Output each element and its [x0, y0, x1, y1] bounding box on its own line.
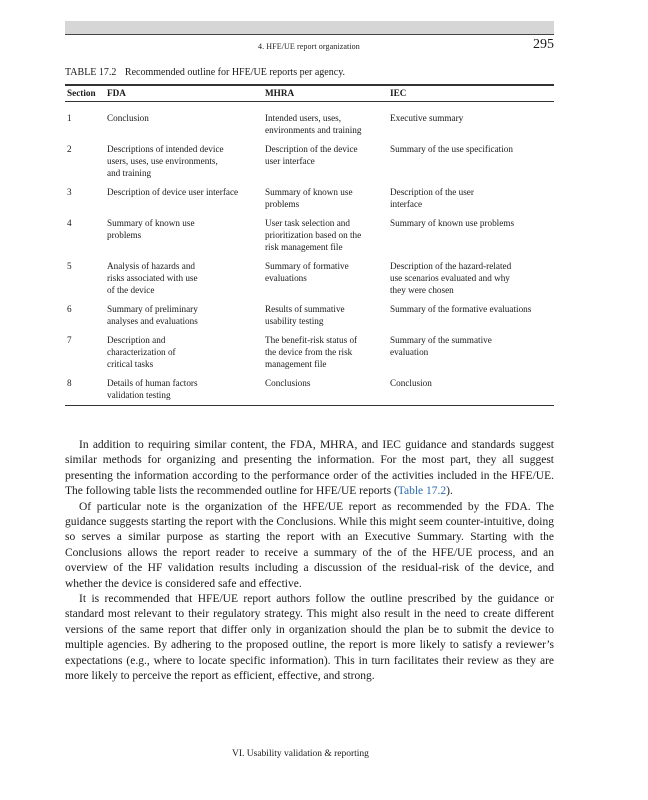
cell-fda: Analysis of hazards and risks associated with use of the device	[107, 260, 198, 295]
running-head: 4. HFE/UE report organization	[258, 42, 360, 51]
cell-iec: Summary of the use specification	[390, 143, 513, 154]
cell-fda: Conclusion	[107, 112, 149, 123]
cell-iec: Executive summary	[390, 112, 464, 123]
footer: VI. Usability validation & reporting	[232, 749, 369, 759]
column-header-mhra: MHRA	[265, 88, 295, 98]
table-caption-text: Recommended outline for HFE/UE reports per agency.	[124, 67, 346, 78]
table-header-row	[65, 86, 554, 101]
paragraph: Of particular note is the organization of the HFE/UE report as recommended by the FDA. The guidance suggests starting the report with the Conclusions. While this might seem counter-intuitive, doing so serves a similar purpose as starting the report with an Executive Summary. Starting with the Conclusions allows the report reader to receive a summary of the of the HFE/UE process, and an overview of the HF validation results including a discussion of the residual-risk of the device, and whether the device is considered safe and effective.	[65, 500, 554, 590]
table-row	[65, 334, 554, 370]
cell-iec: Conclusion	[390, 377, 432, 388]
table-row	[65, 143, 554, 179]
header-band	[65, 21, 554, 34]
outline-table	[65, 84, 554, 406]
cell-section: 4	[67, 217, 72, 228]
paragraph: It is recommended that HFE/UE report authors follow the outline prescribed by the guidance or standard most relevant to their regulatory strategy. This might also result in the need to create different versions of the same report that differ only in organization should the plan be to submit the device to multiple agencies. By adhering to the proposed outline, the report is more likely to satisfy a reviewer’s expectations (e.g., where to locate specific information). This in turn facilitates their review as they are more likely to perceive the report as efficient, effective, and strong.	[65, 593, 554, 683]
cell-section: 1	[67, 112, 72, 123]
cell-fda: Summary of known use problems	[107, 217, 195, 240]
table-row	[65, 303, 554, 327]
cell-fda: Details of human factors validation testing	[107, 377, 198, 400]
cell-iec: Summary of the summative evaluation	[390, 334, 492, 357]
cell-mhra: The benefit-risk status of the device from the risk management file	[265, 334, 358, 369]
table-reference-link[interactable]: Table 17.2	[397, 485, 447, 498]
cell-fda: Descriptions of intended device users, uses, use environments, and training	[107, 143, 224, 178]
cell-mhra: Description of the device user interface	[265, 143, 358, 166]
table-row	[65, 186, 554, 210]
column-header-fda: FDA	[107, 88, 126, 98]
cell-section: 5	[67, 260, 72, 271]
table-caption	[65, 67, 345, 78]
cell-section: 3	[67, 186, 72, 197]
header-rule	[65, 34, 554, 35]
body-text	[65, 438, 554, 685]
cell-iec: Summary of known use problems	[390, 217, 515, 228]
table-row	[65, 112, 554, 136]
cell-fda: Description of device user interface	[107, 186, 239, 197]
cell-mhra: Summary of known use problems	[265, 186, 353, 209]
paragraph: In addition to requiring similar content, the FDA, MHRA, and IEC guidance and standards suggest similar methods for organizing and presenting the information. For the most part, they all suggest presenting the information according to the performance order of the activities included in the HFE/UE. The following table lists the recommended outline for HFE/UE reports (Table 17.2).	[65, 439, 554, 498]
cell-mhra: Conclusions	[265, 377, 311, 388]
table-row	[65, 260, 554, 296]
table-header-rule	[65, 101, 554, 102]
cell-iec: Description of the hazard-related use scenarios evaluated and why they were chosen	[390, 260, 512, 295]
table-bottom-rule	[65, 405, 554, 407]
page-number: 295	[533, 37, 554, 52]
cell-section: 8	[67, 377, 72, 388]
cell-iec: Description of the user interface	[390, 186, 474, 209]
cell-mhra: Summary of formative evaluations	[265, 260, 349, 283]
table-caption-label: TABLE 17.2	[65, 67, 117, 78]
table-row	[65, 377, 554, 401]
column-header-section: Section	[67, 88, 96, 98]
cell-fda: Description and characterization of critical tasks	[107, 334, 176, 369]
cell-section: 7	[67, 334, 72, 345]
table-row	[65, 217, 554, 253]
cell-mhra: Results of summative usability testing	[265, 303, 345, 326]
column-header-iec: IEC	[390, 88, 407, 98]
cell-mhra: User task selection and prioritization based on the risk management file	[265, 217, 362, 252]
cell-iec: Summary of the formative evaluations	[390, 303, 532, 314]
cell-section: 2	[67, 143, 72, 154]
cell-section: 6	[67, 303, 72, 314]
cell-mhra: Intended users, uses, environments and training	[265, 112, 362, 135]
cell-fda: Summary of preliminary analyses and evaluations	[107, 303, 198, 326]
